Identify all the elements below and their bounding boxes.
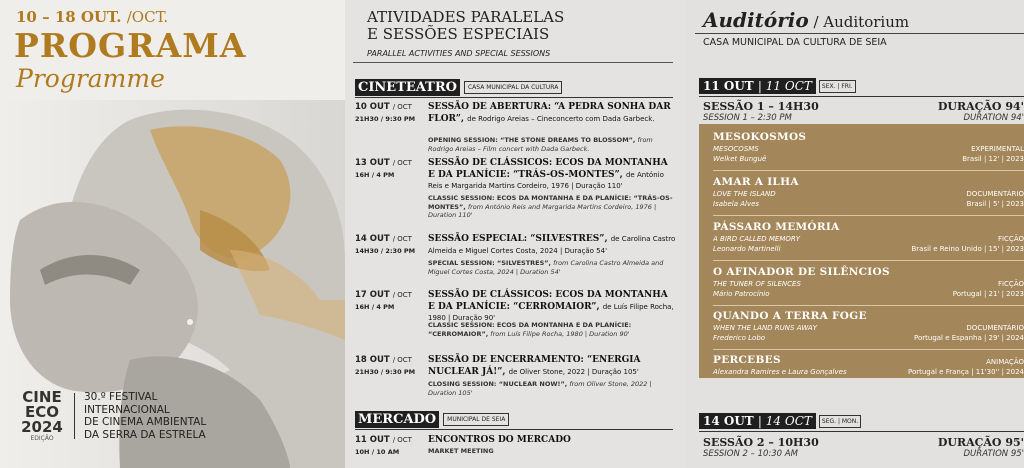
cine-eco-logo: CINE ECO 2024 EDIÇÃO bbox=[21, 388, 63, 442]
divider bbox=[699, 431, 1024, 432]
session-duration-en: DURATION 94' bbox=[963, 113, 1024, 123]
film-item: AMAR A ILHA LOVE THE ISLAND Isabela Alves DOCUMENTÁRIO Brasil | 5' | 2023 bbox=[713, 176, 1024, 208]
divider bbox=[713, 170, 1024, 171]
film-item: PÁSSARO MEMÓRIA A BIRD CALLED MEMORY Leonardo Martinelli FICÇÃO Brasil e Reino Unido | 15' | 2023 bbox=[713, 221, 1024, 253]
divider bbox=[713, 305, 1024, 306]
film-item: O AFINADOR DE SILÊNCIOS THE TUNER OF SILENCES Mário Patrocínio FICÇÃO Portugal | 21' | 2023 bbox=[713, 266, 1024, 298]
day-header: 14 OUT | 14 OCT SEG. | MON. bbox=[699, 413, 861, 429]
session-duration: DURAÇÃO 95' bbox=[937, 436, 1024, 449]
divider bbox=[713, 260, 1024, 261]
divider bbox=[695, 33, 1024, 34]
auditorium-panel bbox=[685, 0, 1024, 468]
divider bbox=[713, 349, 1024, 350]
film-item: PERCEBES Alexandra Ramires e Laura Gonçalves ANIMAÇÃO Portugal e França | 11'30'' | 2024 bbox=[713, 354, 1024, 376]
auditorium-venue: CASA MUNICIPAL DA CULTURA DE SEIA bbox=[703, 37, 887, 48]
session-title: SESSÃO 2 – 10H30 bbox=[703, 436, 819, 449]
cover-panel bbox=[0, 0, 345, 468]
auditorium-heading: Auditório / Auditorium bbox=[703, 8, 910, 32]
program-title: PROGRAMA bbox=[14, 26, 247, 65]
divider bbox=[355, 97, 673, 98]
divider bbox=[355, 429, 673, 430]
film-list bbox=[699, 124, 1024, 378]
section-mercado: MERCADO MUNICIPAL DE SEIA bbox=[355, 411, 509, 428]
parallel-heading: ATIVIDADES PARALELAS E SESSÕES ESPECIAIS bbox=[367, 8, 565, 43]
festival-name: 30.º FESTIVAL INTERNACIONAL DE CINEMA AMBIENTAL DA SERRA DA ESTRELA bbox=[84, 391, 207, 441]
divider bbox=[713, 215, 1024, 216]
divider bbox=[353, 62, 673, 63]
day-header: 11 OUT | 11 OCT SEX. | FRI. bbox=[699, 78, 856, 94]
parallel-activities-panel: ATIVIDADES PARALELAS E SESSÕES ESPECIAIS PARALLEL ACTIVITIES AND SPECIAL SESSIONS CINETEATRO CASA MUNICIPAL DA CULTURA 10 OUT / OCT 21H30 / 9:30 PM SESSÃO DE ABERTURA: “A PEDRA SONHA DAR FLOR”, de Rodrigo Areias – Cineconcerto com Dada Garbeck. OPENING SESSION: “THE STONE DREAMS TO BLOSSOM”, from Rodrigo Areias – Film concert with Dada Garbeck. 13 OUT / OCT 16H / 4 PM SESSÃO DE CLÁSSICOS: ECOS DA MONTANHA E DA PLANÍCIE: “TRÁS-OS-MONTES”, de António Reis e Margarida Martins Cordeiro, 1976 | Duração 110' CLASSIC SESSION: ECOS DA MONTANHA E DA PLANÍCIE: “TRÁS-OS-MONTES”, from António Reis and Margarida Martins Cordeiro, 1976 | Duration 110' 14 OUT / OCT 14H30 / 2:30 PM SESSÃO ESPECIAL: “SILVESTRES”, de Carolina Castro Almeida e Miguel Cortes Costa, 2024 | Duração 54' SPECIAL SESSION: “SILVESTRES”, from Carolina Castro Almeida and Miguel Cortes Costa, 2024 | Duration 54' 17 OUT / OCT 16H / 4 PM SESSÃO DE CLÁSSICOS: ECOS DA MONTANHA E DA PLANÍCIE: “CERROMAIOR”, de Luís Filipe Rocha, 1980 | Duração 90' CLASSIC SESSION: ECOS DA MONTANHA E DA PLANÍCIE: “CERROMAIOR”, from Luís Filipe Rocha, 1980 | Duration 90' 18 OUT / OCT 21H30 / 9:30 PM SESSÃO DE ENCERRAMENTO: “ENERGIA NUCLEAR JÁ!”, de Oliver Stone, 2022 | Duração 105' CLOSING SESSION: “NUCLEAR NOW!”, from Oliver Stone, 2022 | Duration 105' MERCADO MUNICIPAL DE SEIA 11 OUT / OCT 10H / 10 AM ENCONTROS DO MERCADO MARKET MEETING bbox=[345, 0, 685, 468]
session-title-en: SESSION 1 – 2:30 PM bbox=[703, 113, 792, 123]
divider bbox=[699, 96, 1024, 97]
film-item: QUANDO A TERRA FOGE WHEN THE LAND RUNS AWAY Frederico Lobo DOCUMENTÁRIO Portugal e Espanha | 29' | 2024 bbox=[713, 310, 1024, 342]
program-title-en: Programme bbox=[16, 64, 165, 93]
section-cineteatro: CINETEATRO CASA MUNICIPAL DA CULTURA bbox=[355, 79, 562, 96]
session-duration-en: DURATION 95' bbox=[963, 449, 1024, 459]
session-duration: DURAÇÃO 94' bbox=[937, 100, 1024, 113]
festival-dates: 10 – 18 OUT. /OCT. bbox=[16, 8, 169, 26]
session-title-en: SESSION 2 – 10:30 AM bbox=[703, 449, 798, 459]
session-title: SESSÃO 1 – 14H30 bbox=[703, 100, 819, 113]
logo-divider bbox=[74, 393, 75, 439]
parallel-heading-en: PARALLEL ACTIVITIES AND SPECIAL SESSIONS bbox=[367, 49, 551, 58]
film-item: MESOKOSMOS MESOCOSMS Welket Bunguê EXPERIMENTAL Brasil | 12' | 2023 bbox=[713, 131, 1024, 163]
